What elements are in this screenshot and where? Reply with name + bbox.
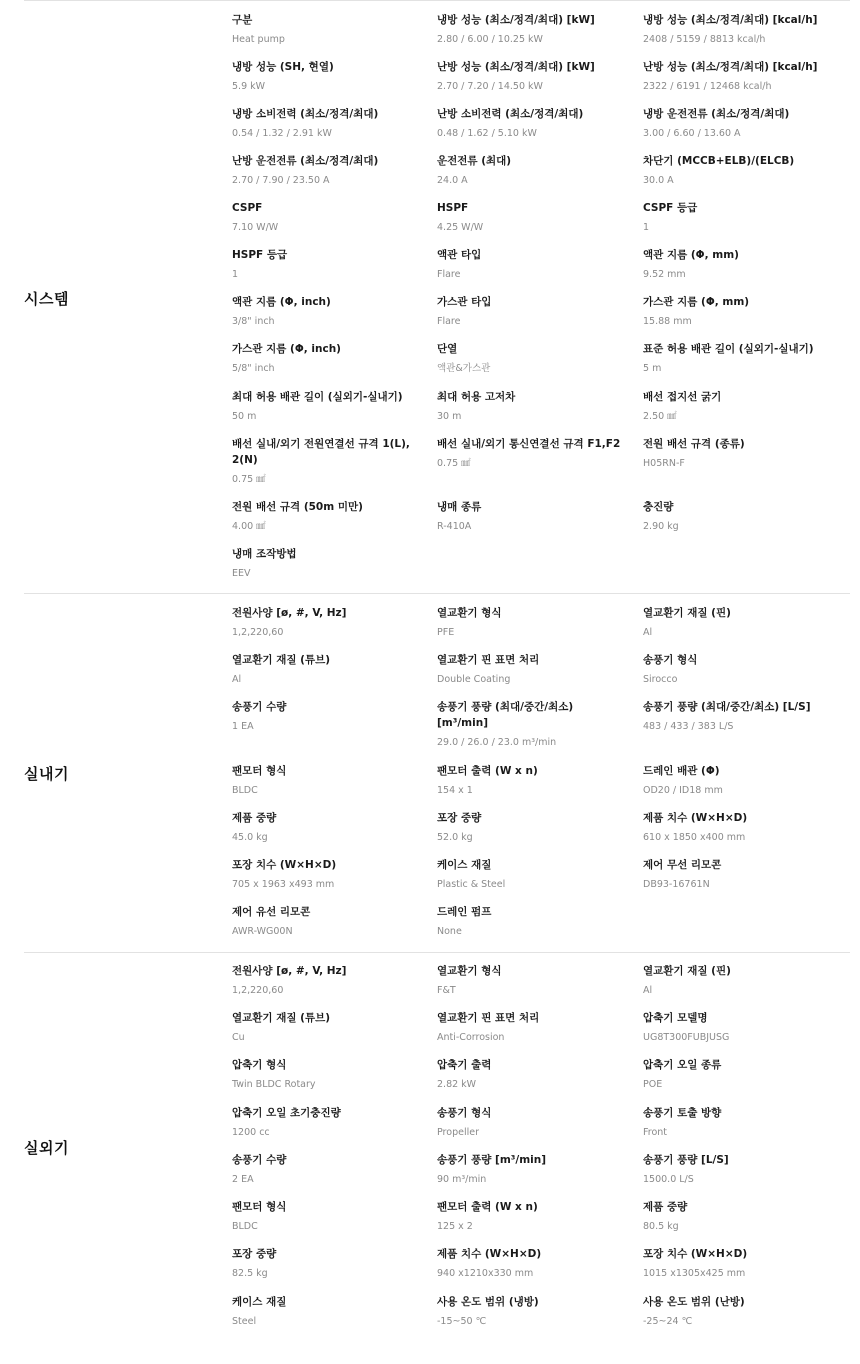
spec-label: HSPF 등급 bbox=[232, 249, 288, 261]
spec-value: 0.54 / 1.32 / 2.91 kW bbox=[232, 128, 332, 139]
spec-label: 가스관 지름 (Φ, mm) bbox=[643, 296, 750, 308]
spec-item bbox=[437, 1246, 627, 1281]
spec-item bbox=[437, 963, 627, 998]
spec-label: 케이스 재질 bbox=[437, 859, 492, 871]
spec-value: 4.00 ㎟ bbox=[232, 521, 266, 532]
spec-item bbox=[437, 1152, 627, 1187]
spec-label: 열교환기 핀 표면 처리 bbox=[437, 654, 540, 666]
spec-value: 30 m bbox=[437, 411, 462, 422]
spec-item bbox=[437, 763, 627, 798]
spec-item bbox=[232, 699, 422, 734]
spec-value: 2.50 ㎟ bbox=[643, 411, 677, 422]
spec-item bbox=[437, 857, 627, 892]
spec-label: 냉방 성능 (최소/정격/최대) [kcal/h] bbox=[643, 14, 818, 26]
spec-label: 구분 bbox=[232, 14, 253, 26]
spec-value: 154 x 1 bbox=[437, 785, 473, 796]
spec-item bbox=[232, 763, 422, 798]
spec-item bbox=[643, 200, 833, 235]
spec-label: 압축기 모델명 bbox=[643, 1012, 708, 1024]
spec-item bbox=[643, 1199, 833, 1234]
spec-label: 송풍기 풍량 [m³/min] bbox=[437, 1154, 547, 1166]
spec-item bbox=[232, 1057, 422, 1092]
spec-item bbox=[232, 247, 422, 282]
spec-label: 냉방 성능 (최소/정격/최대) [kW] bbox=[437, 14, 595, 26]
spec-value: Cu bbox=[232, 1032, 245, 1043]
spec-item bbox=[437, 652, 627, 687]
spec-item bbox=[643, 1294, 833, 1329]
spec-label: 열교환기 재질 (핀) bbox=[643, 607, 731, 619]
spec-label: 표준 허용 배관 길이 (실외기-실내기) bbox=[643, 343, 814, 355]
spec-item bbox=[437, 810, 627, 845]
spec-label: 난방 소비전력 (최소/정격/최대) bbox=[437, 108, 584, 120]
spec-value: POE bbox=[643, 1079, 663, 1090]
spec-value: 5 m bbox=[643, 363, 662, 374]
spec-label: 제품 치수 (W×H×D) bbox=[643, 812, 748, 824]
spec-value: Propeller bbox=[437, 1127, 479, 1138]
spec-item bbox=[643, 1246, 833, 1281]
spec-value: R-410A bbox=[437, 521, 472, 532]
spec-value: 705 x 1963 x493 mm bbox=[232, 879, 335, 890]
spec-label: CSPF bbox=[232, 202, 263, 214]
spec-label: 송풍기 풍량 (최대/중간/최소) [L/S] bbox=[643, 701, 811, 713]
spec-item bbox=[437, 153, 627, 188]
spec-value: H05RN-F bbox=[643, 458, 685, 469]
spec-value: 2.80 / 6.00 / 10.25 kW bbox=[437, 34, 543, 45]
spec-item bbox=[643, 106, 833, 141]
spec-value: 7.10 W/W bbox=[232, 222, 279, 233]
spec-item bbox=[643, 857, 833, 892]
spec-label: 포장 치수 (W×H×D) bbox=[232, 859, 337, 871]
spec-label: 가스관 지름 (Φ, inch) bbox=[232, 343, 341, 355]
spec-item bbox=[232, 963, 422, 998]
spec-label: 액관 타입 bbox=[437, 249, 482, 261]
spec-label: 사용 온도 범위 (난방) bbox=[643, 1296, 745, 1308]
spec-label: 난방 운전전류 (최소/정격/최대) bbox=[232, 155, 379, 167]
spec-label: 압축기 출력 bbox=[437, 1059, 492, 1071]
spec-value: 50 m bbox=[232, 411, 257, 422]
spec-value: 2.70 / 7.90 / 23.50 A bbox=[232, 175, 330, 186]
spec-label: 팬모터 출력 (W x n) bbox=[437, 1201, 538, 1213]
spec-label: 냉방 성능 (SH, 현열) bbox=[232, 61, 334, 73]
spec-label: 열교환기 형식 bbox=[437, 607, 502, 619]
spec-item bbox=[437, 1057, 627, 1092]
spec-label: 송풍기 토출 방향 bbox=[643, 1107, 722, 1119]
spec-value: 1,2,220,60 bbox=[232, 985, 284, 996]
spec-value: F&T bbox=[437, 985, 456, 996]
spec-value: 1500.0 L/S bbox=[643, 1174, 694, 1185]
spec-item bbox=[232, 1010, 422, 1045]
spec-value: 1200 cc bbox=[232, 1127, 270, 1138]
spec-value: 1015 x1305x425 mm bbox=[643, 1268, 746, 1279]
spec-item bbox=[643, 605, 833, 640]
spec-value: 5.9 kW bbox=[232, 81, 266, 92]
spec-value: UG8T300FUBJUSG bbox=[643, 1032, 730, 1043]
spec-value: 24.0 A bbox=[437, 175, 468, 186]
spec-item bbox=[643, 436, 833, 471]
spec-value: 1 EA bbox=[232, 721, 254, 732]
spec-value: Twin BLDC Rotary bbox=[232, 1079, 316, 1090]
section-title: 실외기 bbox=[24, 1139, 69, 1157]
spec-value: 2 EA bbox=[232, 1174, 254, 1185]
spec-label: 단열 bbox=[437, 343, 458, 355]
spec-value: None bbox=[437, 926, 462, 937]
spec-value: DB93-16761N bbox=[643, 879, 710, 890]
spec-label: CSPF 등급 bbox=[643, 202, 698, 214]
spec-item bbox=[643, 59, 833, 94]
spec-item bbox=[643, 1057, 833, 1092]
spec-item bbox=[232, 1199, 422, 1234]
spec-item bbox=[232, 153, 422, 188]
spec-label: 송풍기 수량 bbox=[232, 701, 287, 713]
spec-label: 냉방 소비전력 (최소/정격/최대) bbox=[232, 108, 379, 120]
spec-item bbox=[437, 1105, 627, 1140]
spec-value: 2408 / 5159 / 8813 kcal/h bbox=[643, 34, 766, 45]
spec-item bbox=[437, 499, 627, 534]
section-divider bbox=[24, 952, 850, 953]
spec-label: 열교환기 핀 표면 처리 bbox=[437, 1012, 540, 1024]
spec-value: 1 bbox=[643, 222, 650, 233]
spec-label: 열교환기 재질 (핀) bbox=[643, 965, 731, 977]
spec-item bbox=[643, 810, 833, 845]
spec-value: 9.52 mm bbox=[643, 269, 686, 280]
spec-item bbox=[437, 436, 627, 471]
spec-label: 운전전류 (최대) bbox=[437, 155, 512, 167]
spec-item bbox=[643, 1010, 833, 1045]
spec-item bbox=[232, 341, 422, 376]
spec-label: 최대 허용 배관 길이 (실외기-실내기) bbox=[232, 391, 403, 403]
spec-item bbox=[643, 341, 833, 376]
spec-label: 포장 중량 bbox=[232, 1248, 277, 1260]
spec-value: 15.88 mm bbox=[643, 316, 692, 327]
spec-label: 배선 실내/외기 통신연결선 규격 F1,F2 bbox=[437, 438, 621, 450]
spec-item bbox=[232, 106, 422, 141]
section-title: 시스템 bbox=[24, 290, 69, 308]
spec-label: 송풍기 수량 bbox=[232, 1154, 287, 1166]
spec-label: 포장 치수 (W×H×D) bbox=[643, 1248, 748, 1260]
spec-item bbox=[643, 1152, 833, 1187]
spec-label: 전원 배선 규격 (50m 미만) bbox=[232, 501, 363, 513]
spec-value: 2.82 kW bbox=[437, 1079, 477, 1090]
spec-label: 드레인 배관 (Φ) bbox=[643, 765, 720, 777]
spec-item bbox=[643, 294, 833, 329]
spec-label: 송풍기 형식 bbox=[643, 654, 698, 666]
spec-value: Plastic & Steel bbox=[437, 879, 506, 890]
spec-value: Heat pump bbox=[232, 34, 285, 45]
spec-value: BLDC bbox=[232, 785, 258, 796]
spec-value: 125 x 2 bbox=[437, 1221, 473, 1232]
spec-label: 송풍기 형식 bbox=[437, 1107, 492, 1119]
spec-item bbox=[437, 389, 627, 424]
spec-item bbox=[232, 12, 422, 47]
spec-label: 열교환기 형식 bbox=[437, 965, 502, 977]
spec-value: 483 / 433 / 383 L/S bbox=[643, 721, 734, 732]
spec-item bbox=[643, 699, 833, 734]
spec-label: 최대 허용 고저차 bbox=[437, 391, 516, 403]
spec-value: 3.00 / 6.60 / 13.60 A bbox=[643, 128, 741, 139]
spec-label: 사용 온도 범위 (냉방) bbox=[437, 1296, 539, 1308]
spec-item bbox=[437, 1294, 627, 1329]
spec-value: AWR-WG00N bbox=[232, 926, 293, 937]
section-title: 실내기 bbox=[24, 765, 69, 783]
spec-value: BLDC bbox=[232, 1221, 258, 1232]
spec-item bbox=[643, 1105, 833, 1140]
spec-item bbox=[437, 247, 627, 282]
spec-item bbox=[232, 436, 422, 487]
spec-item bbox=[232, 857, 422, 892]
spec-item bbox=[437, 904, 627, 939]
spec-label: 포장 중량 bbox=[437, 812, 482, 824]
spec-value: 1 bbox=[232, 269, 239, 280]
spec-label: 압축기 형식 bbox=[232, 1059, 287, 1071]
spec-item bbox=[232, 652, 422, 687]
spec-item bbox=[643, 763, 833, 798]
spec-item bbox=[643, 499, 833, 534]
spec-value: 940 x1210x330 mm bbox=[437, 1268, 534, 1279]
spec-item bbox=[437, 699, 627, 750]
spec-item bbox=[643, 12, 833, 47]
spec-item bbox=[232, 294, 422, 329]
spec-label: 액관 지름 (Φ, mm) bbox=[643, 249, 739, 261]
spec-label: 드레인 펌프 bbox=[437, 906, 492, 918]
spec-label: 팬모터 형식 bbox=[232, 1201, 287, 1213]
spec-value: 액관&가스관 bbox=[437, 363, 491, 374]
spec-item bbox=[232, 59, 422, 94]
spec-label: 난방 성능 (최소/정격/최대) [kW] bbox=[437, 61, 595, 73]
spec-value: 30.0 A bbox=[643, 175, 674, 186]
spec-item bbox=[437, 341, 627, 376]
spec-item bbox=[437, 106, 627, 141]
spec-label: 열교환기 재질 (튜브) bbox=[232, 1012, 331, 1024]
spec-item bbox=[232, 389, 422, 424]
spec-item bbox=[437, 1010, 627, 1045]
spec-label: 열교환기 재질 (튜브) bbox=[232, 654, 331, 666]
spec-label: 압축기 오일 초기충진량 bbox=[232, 1107, 341, 1119]
spec-item bbox=[232, 605, 422, 640]
spec-label: 배선 접지선 굵기 bbox=[643, 391, 722, 403]
spec-label: 액관 지름 (Φ, inch) bbox=[232, 296, 331, 308]
spec-value: PFE bbox=[437, 627, 455, 638]
spec-value: EEV bbox=[232, 568, 251, 579]
spec-value: 2.70 / 7.20 / 14.50 kW bbox=[437, 81, 543, 92]
spec-value: 610 x 1850 x400 mm bbox=[643, 832, 746, 843]
spec-label: 차단기 (MCCB+ELB)/(ELCB) bbox=[643, 155, 795, 167]
spec-item bbox=[437, 59, 627, 94]
spec-item bbox=[232, 546, 422, 581]
spec-label: 제어 무선 리모콘 bbox=[643, 859, 722, 871]
spec-label: 전원 배선 규격 (종류) bbox=[643, 438, 745, 450]
spec-label: 냉매 조작방법 bbox=[232, 548, 297, 560]
spec-item bbox=[232, 810, 422, 845]
spec-label: 배선 실내/외기 전원연결선 규격 1(L), 2(N) bbox=[232, 438, 410, 466]
spec-value: 4.25 W/W bbox=[437, 222, 484, 233]
spec-item bbox=[643, 153, 833, 188]
spec-value: Flare bbox=[437, 269, 461, 280]
spec-value: 1,2,220,60 bbox=[232, 627, 284, 638]
spec-label: 송풍기 풍량 [L/S] bbox=[643, 1154, 729, 1166]
spec-item bbox=[643, 652, 833, 687]
spec-value: 2.90 kg bbox=[643, 521, 679, 532]
spec-value: Steel bbox=[232, 1316, 257, 1327]
spec-value: OD20 / ID18 mm bbox=[643, 785, 723, 796]
spec-value: 0.48 / 1.62 / 5.10 kW bbox=[437, 128, 537, 139]
section-divider bbox=[24, 593, 850, 594]
spec-label: 송풍기 풍량 (최대/중간/최소) [m³/min] bbox=[437, 701, 574, 729]
spec-value: 5/8" inch bbox=[232, 363, 275, 374]
spec-item bbox=[232, 499, 422, 534]
spec-label: 케이스 재질 bbox=[232, 1296, 287, 1308]
spec-label: 압축기 오일 종류 bbox=[643, 1059, 722, 1071]
spec-value: 80.5 kg bbox=[643, 1221, 679, 1232]
spec-value: Front bbox=[643, 1127, 668, 1138]
spec-label: 냉방 운전전류 (최소/정격/최대) bbox=[643, 108, 790, 120]
spec-item bbox=[232, 200, 422, 235]
spec-item bbox=[437, 12, 627, 47]
spec-value: Flare bbox=[437, 316, 461, 327]
spec-label: 제품 중량 bbox=[643, 1201, 688, 1213]
spec-label: 전원사양 [ø, #, V, Hz] bbox=[232, 965, 347, 977]
spec-value: Double Coating bbox=[437, 674, 511, 685]
spec-item bbox=[232, 1246, 422, 1281]
spec-item bbox=[643, 247, 833, 282]
spec-value: Al bbox=[643, 985, 653, 996]
spec-value: -25~24 ℃ bbox=[643, 1316, 693, 1327]
spec-item bbox=[437, 605, 627, 640]
spec-label: 제어 유선 리모콘 bbox=[232, 906, 311, 918]
spec-value: 52.0 kg bbox=[437, 832, 473, 843]
spec-label: 제품 중량 bbox=[232, 812, 277, 824]
spec-label: HSPF bbox=[437, 202, 469, 214]
spec-item bbox=[232, 1294, 422, 1329]
spec-label: 가스관 타입 bbox=[437, 296, 492, 308]
spec-value: Al bbox=[643, 627, 653, 638]
spec-item bbox=[232, 904, 422, 939]
spec-label: 충진량 bbox=[643, 501, 674, 513]
spec-value: Anti-Corrosion bbox=[437, 1032, 505, 1043]
spec-value: Al bbox=[232, 674, 242, 685]
spec-item bbox=[437, 1199, 627, 1234]
spec-value: Sirocco bbox=[643, 674, 678, 685]
spec-value: 0.75 ㎟ bbox=[437, 458, 471, 469]
spec-label: 난방 성능 (최소/정격/최대) [kcal/h] bbox=[643, 61, 818, 73]
spec-item bbox=[437, 200, 627, 235]
spec-item bbox=[232, 1152, 422, 1187]
spec-value: 3/8" inch bbox=[232, 316, 275, 327]
spec-item bbox=[437, 294, 627, 329]
spec-label: 전원사양 [ø, #, V, Hz] bbox=[232, 607, 347, 619]
spec-label: 냉매 종류 bbox=[437, 501, 482, 513]
spec-label: 팬모터 출력 (W x n) bbox=[437, 765, 538, 777]
spec-value: 0.75 ㎟ bbox=[232, 474, 266, 485]
spec-item bbox=[643, 389, 833, 424]
spec-value: -15~50 ℃ bbox=[437, 1316, 487, 1327]
spec-label: 제품 치수 (W×H×D) bbox=[437, 1248, 542, 1260]
spec-item bbox=[643, 963, 833, 998]
spec-item bbox=[232, 1105, 422, 1140]
spec-value: 45.0 kg bbox=[232, 832, 268, 843]
top-divider bbox=[24, 0, 850, 1]
spec-value: 2322 / 6191 / 12468 kcal/h bbox=[643, 81, 772, 92]
spec-value: 29.0 / 26.0 / 23.0 m³/min bbox=[437, 737, 557, 748]
spec-label: 팬모터 형식 bbox=[232, 765, 287, 777]
spec-value: 90 m³/min bbox=[437, 1174, 487, 1185]
spec-value: 82.5 kg bbox=[232, 1268, 268, 1279]
